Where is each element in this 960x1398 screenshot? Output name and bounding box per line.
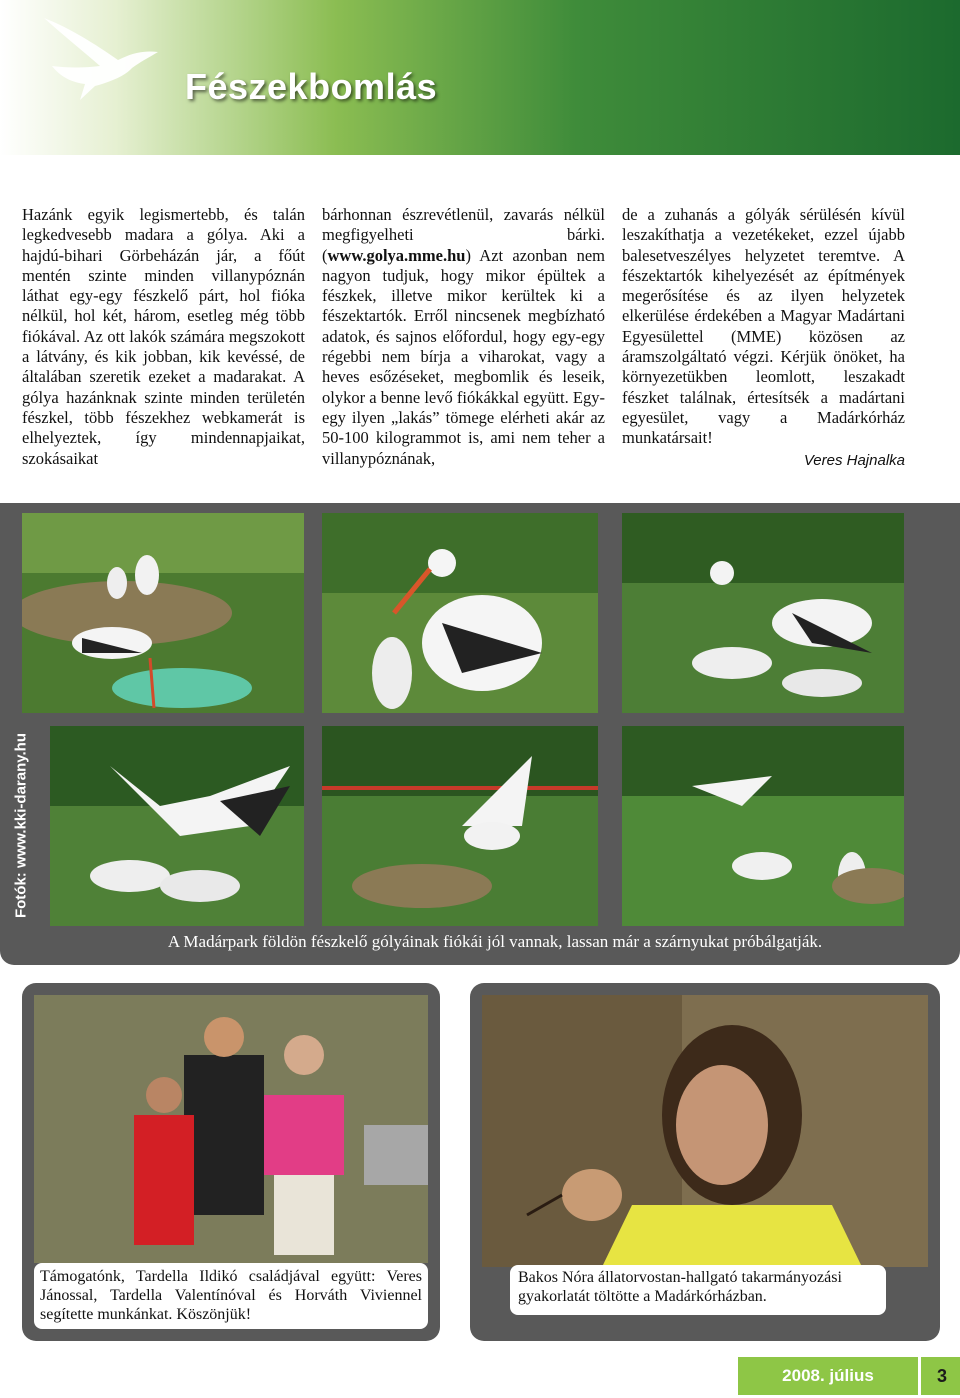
article-column-3 [622,205,905,471]
gallery-caption: A Madárpark földön fészkelő gólyáinak fiókái jól vannak, lassan már a szárnyukat próbálgatják. [167,932,823,951]
gallery-photo-stork-feeding [322,513,598,713]
gallery-photo-flapping-wings [50,726,304,926]
header-banner [0,0,960,155]
gallery-photo-chick-spreading-wings [322,726,598,926]
website-link[interactable]: www.golya.mme.hu [327,245,466,265]
footer-page-box [918,1357,960,1395]
photo-box-right [470,983,940,1341]
footer-date-box [738,1357,918,1395]
page-title: Fészekbomlás [185,66,438,107]
photo-credit-text: Fotók: www.kki-darany.hu [12,732,30,919]
caption-left [34,1263,428,1329]
caption-right-text: Bakos Nóra állatorvostan-hallgató takarmányozási gyakorlatát töltötte a Madárkórházban. [518,1269,842,1305]
stork-logo-icon [40,10,165,105]
issue-date: 2008. július [782,1366,874,1385]
article-text-2 [322,205,605,469]
caption-right [510,1265,886,1315]
photo-box-left [22,983,440,1341]
gallery-photo-storks-on-grass [622,726,904,926]
article-text-2b: ) Azt azonban nem nagyon tudjuk, hogy mikor épültek a fészkek, illetve mikor kerültek ki a fészektartók. Erről nincsenek megbízható adatok, és sajnos előfordul, hogy egy-egy régebbi nem bírja a viharokat, vagy a heves esőzéseket, megbomlik és leseik, olykor a benne levő fiókákkal együtt. Egy-egy ilyen „lakás” tömege elérheti akár az 50-100 kilogrammot is, ami nem teher a villanypóznának, [322,245,605,468]
article-text-3: de a zuhanás a gólyák sérülésén kívül leszakíthatja a vezetékeket, ezzel újabb balesetveszélyes helyzetet teremtve. A fészektartók kihelyezését az építmények megerősítése és az ilyen helyzetek elkerülése érdekében a Magyar Madártani Egyesülettel (MME) közösen az áramszolgáltató végzi. Kérjük önöket, ha környezetükben leomlott, leszakadt fészket találnak, értesítsék a madártani egyesület, vagy a Madárkórház munkatársait! [622,205,905,448]
article-column-1 [22,205,305,469]
gallery-photo-stork-family [622,513,904,713]
photo-credit [2,723,40,933]
article-text-2a: bárhonnan észrevétlenül, zavarás nélkül megfigyelheti bárki. ( [322,205,605,265]
gallery-photo-nest-with-chicks [22,513,304,713]
photo-family-supporters [34,995,428,1263]
page-number: 3 [936,1366,947,1386]
article-text-1: Hazánk egyik legismertebb, és talán legkedvesebb madara a gólya. Aki a hajdú-bihari Görbeházán jár, a főút mentén szinte minden villanypóznán láthat egy-egy fészkelő párt, hol fióka nélkül, hol két, három, esetleg még több fiókával. Az ott lakók számára megszokott a látvány, és kik jobban, kik kevéssé, de általában szeretik ezeket a madarakat. A gólya hazánknak szinte minden területén fészkel, több fészekhez webkamerát is elhelyeztek, így mindennapjaikat, szokásaikat [22,205,305,468]
article-column-2 [322,205,605,469]
author-name: Veres Hajnalka [803,451,905,469]
photo-gallery [0,503,960,965]
photo-student-with-hoopoe [482,995,928,1267]
caption-left-text: Támogatónk, Tardella Ildikó családjával együtt: Veres Jánossal, Tardella Valentínóval és Horváth Viviennel segítette munkánkat. Köszönjük! [40,1268,422,1323]
